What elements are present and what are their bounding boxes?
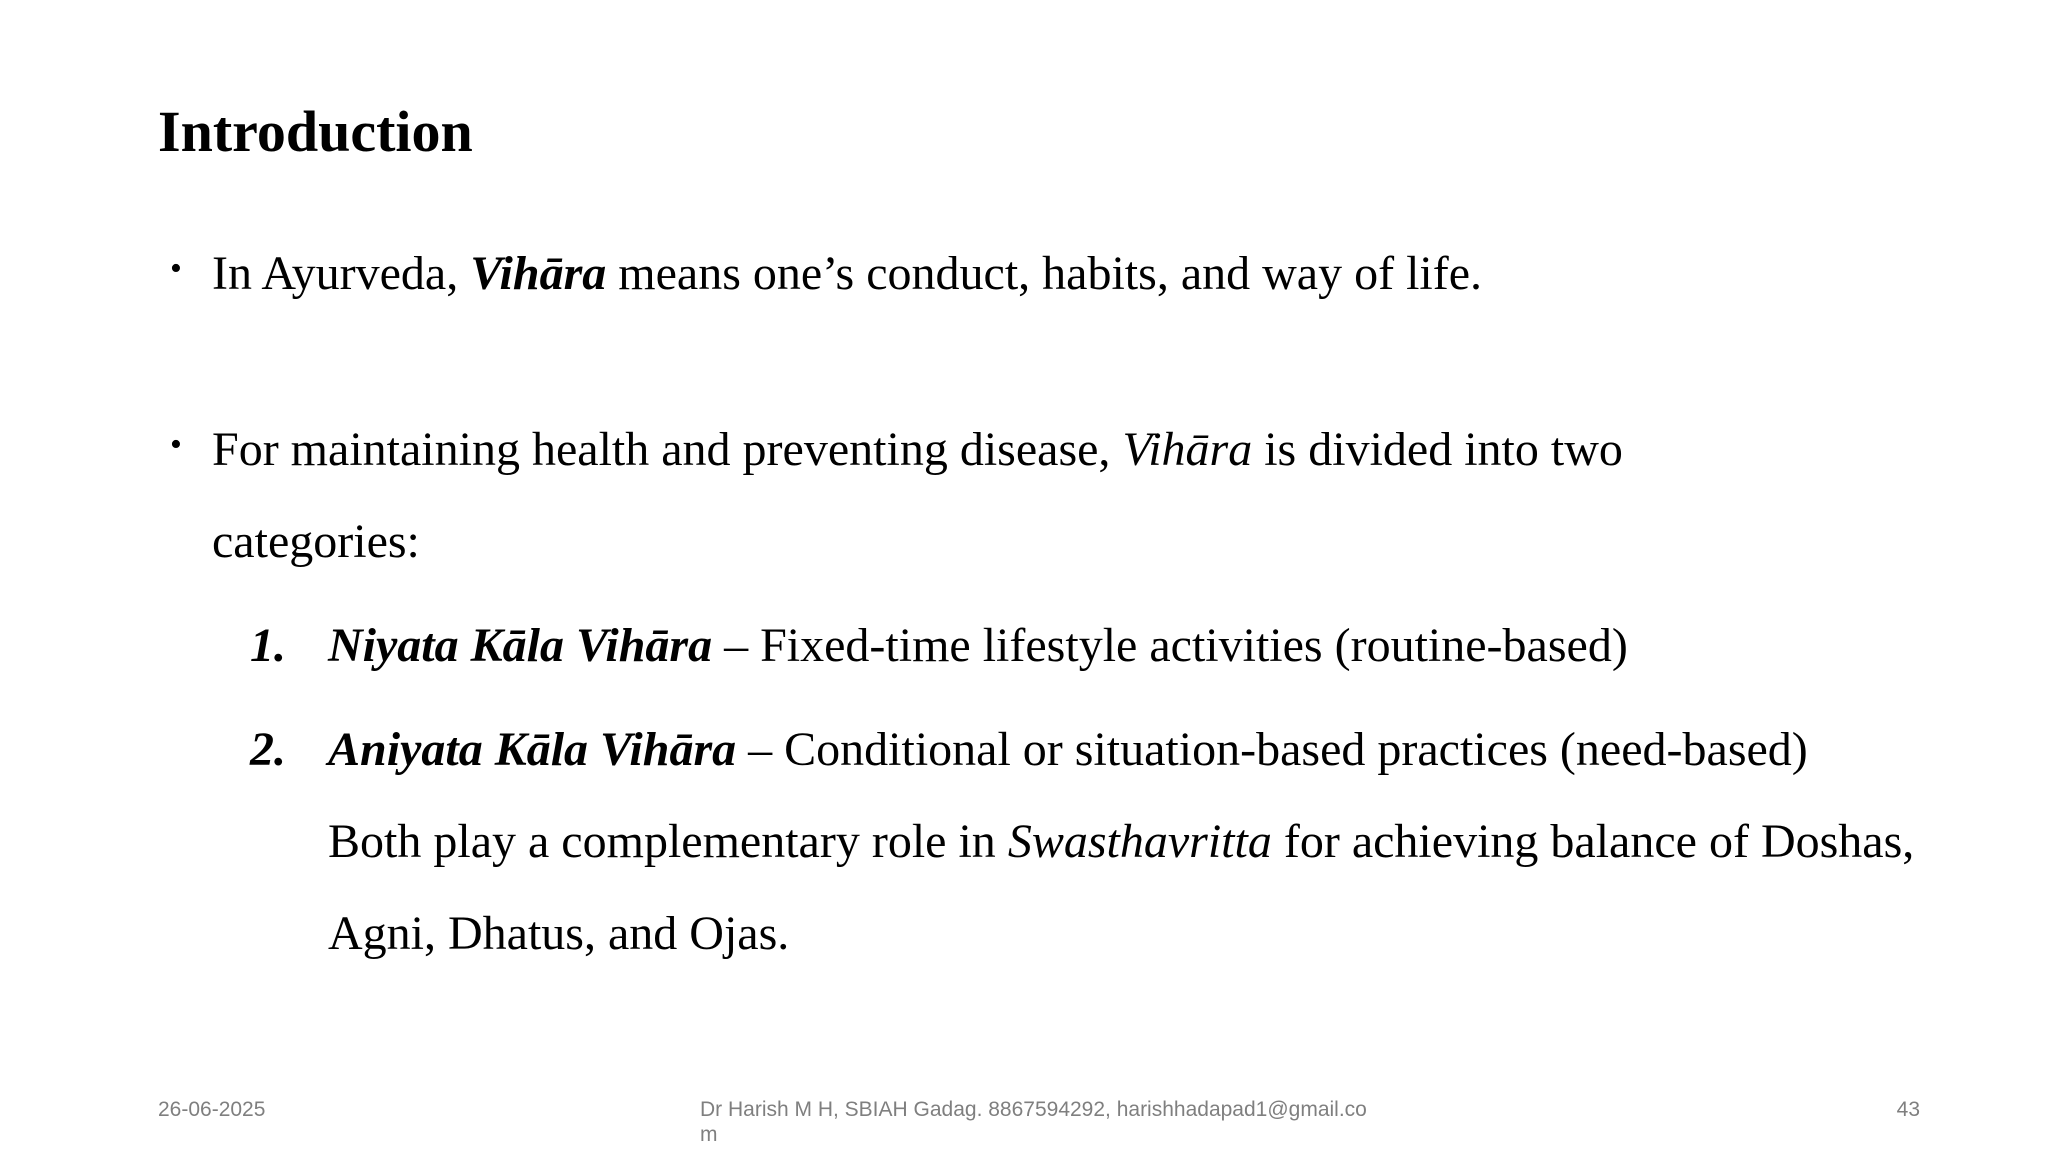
bullet-marker: • [170,426,182,463]
footer-page-number: 43 [1896,1098,1920,1121]
footer-author: Dr Harish M H, SBIAH Gadag. 8867594292, harishhadapad1@gmail.com [700,1098,1367,1147]
bullet-1-term: Vihāra [470,247,607,300]
bullet-marker: • [170,250,182,287]
list-item-1-number: 1. [250,619,286,672]
closing-prefix: Both play a complementary role in [328,815,1008,868]
list-item-2-description: – Conditional or situation-based practices (need-based) [736,723,1808,776]
list-item-2-number: 2. [250,723,286,776]
bullet-1-suffix: means one’s conduct, habits, and way of life. [606,247,1483,300]
list-item-2 [328,704,1988,796]
closing-suffix: for achieving balance of Doshas, Agni, Dhatus, and Ojas. [328,815,1915,960]
bullet-1-prefix: In Ayurveda, [212,247,471,300]
bullet-2-prefix: For maintaining health and preventing disease, [212,423,1123,476]
closing-text [328,796,1918,980]
bullet-text-1 [212,228,1912,320]
bullet-text-2 [212,404,1772,588]
bullet-2-term: Vihāra [1122,423,1253,476]
bullet-2-suffix: is divided into two categories: [212,423,1623,568]
list-item-2-term: Aniyata Kāla Vihāra [328,723,737,776]
list-item-1-term: Niyata Kāla Vihāra [328,619,713,672]
slide-title: Introduction [158,99,473,164]
list-item-1-description: – Fixed-time lifestyle activities (routine-based) [712,619,1628,672]
list-item-1 [328,600,1988,692]
closing-term: Swasthavritta [1007,815,1272,868]
footer-date: 26-06-2025 [158,1098,266,1121]
